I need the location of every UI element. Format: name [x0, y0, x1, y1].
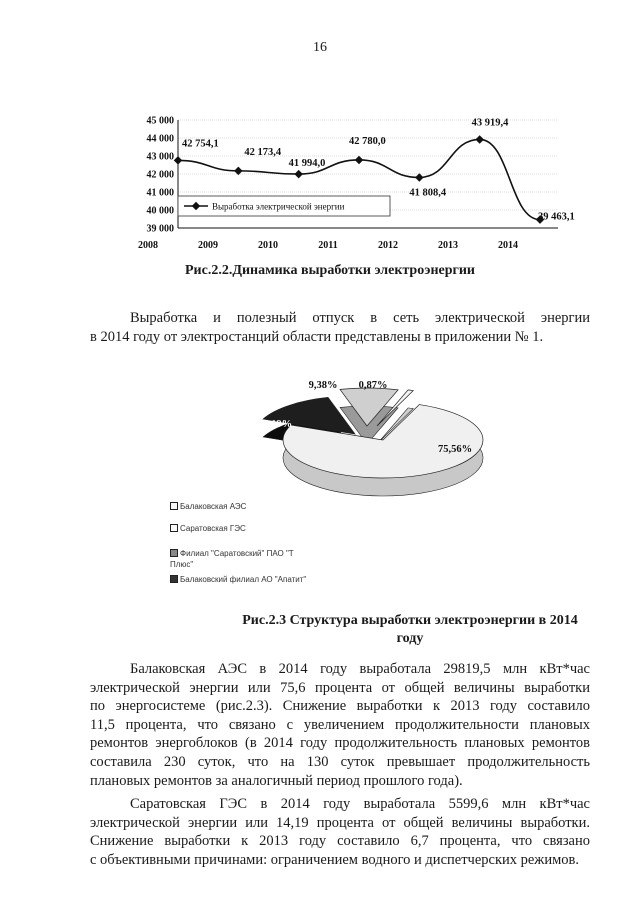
page-number: 16 [313, 40, 327, 55]
x-tick-label: 2013 [438, 240, 458, 251]
figure2-caption [200, 612, 620, 648]
figure1-caption: Рис.2.2.Динамика выработки электроэнергии [184, 263, 475, 278]
para2-line-3: Снижение выработки к 2013 году составило 6,7 процента, что связано [90, 833, 590, 850]
x-tick-label: 2008 [138, 240, 158, 251]
para1-line-5: ремонтов энергоблоков (в 2014 году продолжительность плановых ремонтов [90, 735, 590, 752]
line-chart-legend-label: Выработка электрической энергии [212, 201, 345, 212]
line-chart-x-ticks [138, 240, 518, 251]
data-point [475, 135, 483, 143]
y-tick-label: 39 000 [146, 223, 174, 235]
legend-swatch-apatit [170, 575, 178, 583]
data-point [294, 170, 302, 178]
pie-data-label: 9,38% [308, 380, 338, 391]
pie-legend-item: Балаковская АЭС [170, 502, 246, 511]
x-tick-label: 2012 [378, 240, 398, 251]
pie-data-label: 75,56% [437, 444, 473, 455]
pie-data-label: 0,87% [358, 380, 388, 391]
legend-swatch-tplus [170, 549, 178, 557]
para1-line-2: электрической энергии или 75,6 процента от общей величины выработки [90, 679, 590, 696]
y-tick-label: 42 000 [146, 169, 174, 181]
line-chart [120, 108, 575, 256]
line-chart-legend [178, 196, 390, 216]
intro-line-1: Выработка и полезный отпуск в сеть электрической энергии [130, 310, 590, 326]
paragraph-1 [90, 660, 590, 790]
y-tick-label: 44 000 [146, 133, 174, 145]
data-label: 41 994,0 [288, 158, 326, 170]
data-label: 39 463,1 [538, 211, 575, 223]
pie-legend-item: Филиал "Саратовский" ПАО "Т Плюс" [170, 549, 294, 569]
data-label: 41 808,4 [409, 187, 447, 199]
figure2-caption-line-1: Рис.2.3 Структура выработки электроэнергии в 2014 [242, 613, 578, 628]
pie-legend-item: Саратовская ГЭС [170, 524, 246, 533]
x-tick-label: 2010 [258, 240, 278, 251]
legend-swatch-ges [170, 524, 178, 532]
intro-line-2: в 2014 году от электростанций области представлены в приложении № 1. [90, 328, 544, 345]
x-tick-label: 2011 [318, 240, 338, 251]
y-tick-label: 41 000 [146, 187, 174, 199]
pie-data-label: 14,19% [257, 419, 293, 430]
legend-swatch-aes [170, 502, 178, 510]
para1-line-7: плановых ремонтов за аналогичный период прошлого года). [90, 772, 463, 789]
para1-line-3: по энергосистеме (рис.2.3). Снижение выработки к 2013 году составило [90, 698, 590, 715]
line-chart-y-ticks [147, 116, 175, 235]
y-tick-label: 45 000 [146, 115, 174, 127]
data-label: 42 780,0 [349, 135, 386, 147]
para2-line-2: электрической энергии или 14,19 процента от общей величины выработки. [90, 814, 590, 831]
y-tick-label: 43 000 [146, 151, 174, 163]
para1-line-4: 11,5 процента, что связано с увеличением продолжительности плановых [90, 716, 590, 733]
data-label: 42 754,1 [182, 138, 219, 150]
para2-line-1: Саратовская ГЭС в 2014 году выработала 5599,6 млн кВт*час [130, 796, 590, 812]
para1-line-1: Балаковская АЭС в 2014 году выработала 29819,5 млн кВт*час [130, 661, 590, 677]
pie-legend-item: Балаковский филиал АО "Апатит" [170, 574, 310, 585]
data-point [355, 156, 363, 164]
intro-paragraph [90, 309, 590, 346]
para1-line-6: составила 230 суток, что на 130 суток превышает продолжительность [90, 753, 590, 770]
y-tick-label: 40 000 [146, 205, 174, 217]
data-point [174, 156, 182, 164]
data-label: 42 173,4 [244, 146, 282, 158]
data-point [234, 167, 242, 175]
x-tick-label: 2009 [198, 240, 218, 251]
paragraph-2 [90, 795, 590, 869]
data-point [415, 173, 423, 181]
pie-chart [225, 372, 525, 512]
para2-line-4: с объективными причинами: ограничением водного и диспетчерских режимов. [90, 851, 579, 868]
figure2-caption-line-2: году [396, 631, 424, 646]
x-tick-label: 2014 [498, 240, 518, 251]
data-label: 43 919,4 [471, 117, 509, 129]
